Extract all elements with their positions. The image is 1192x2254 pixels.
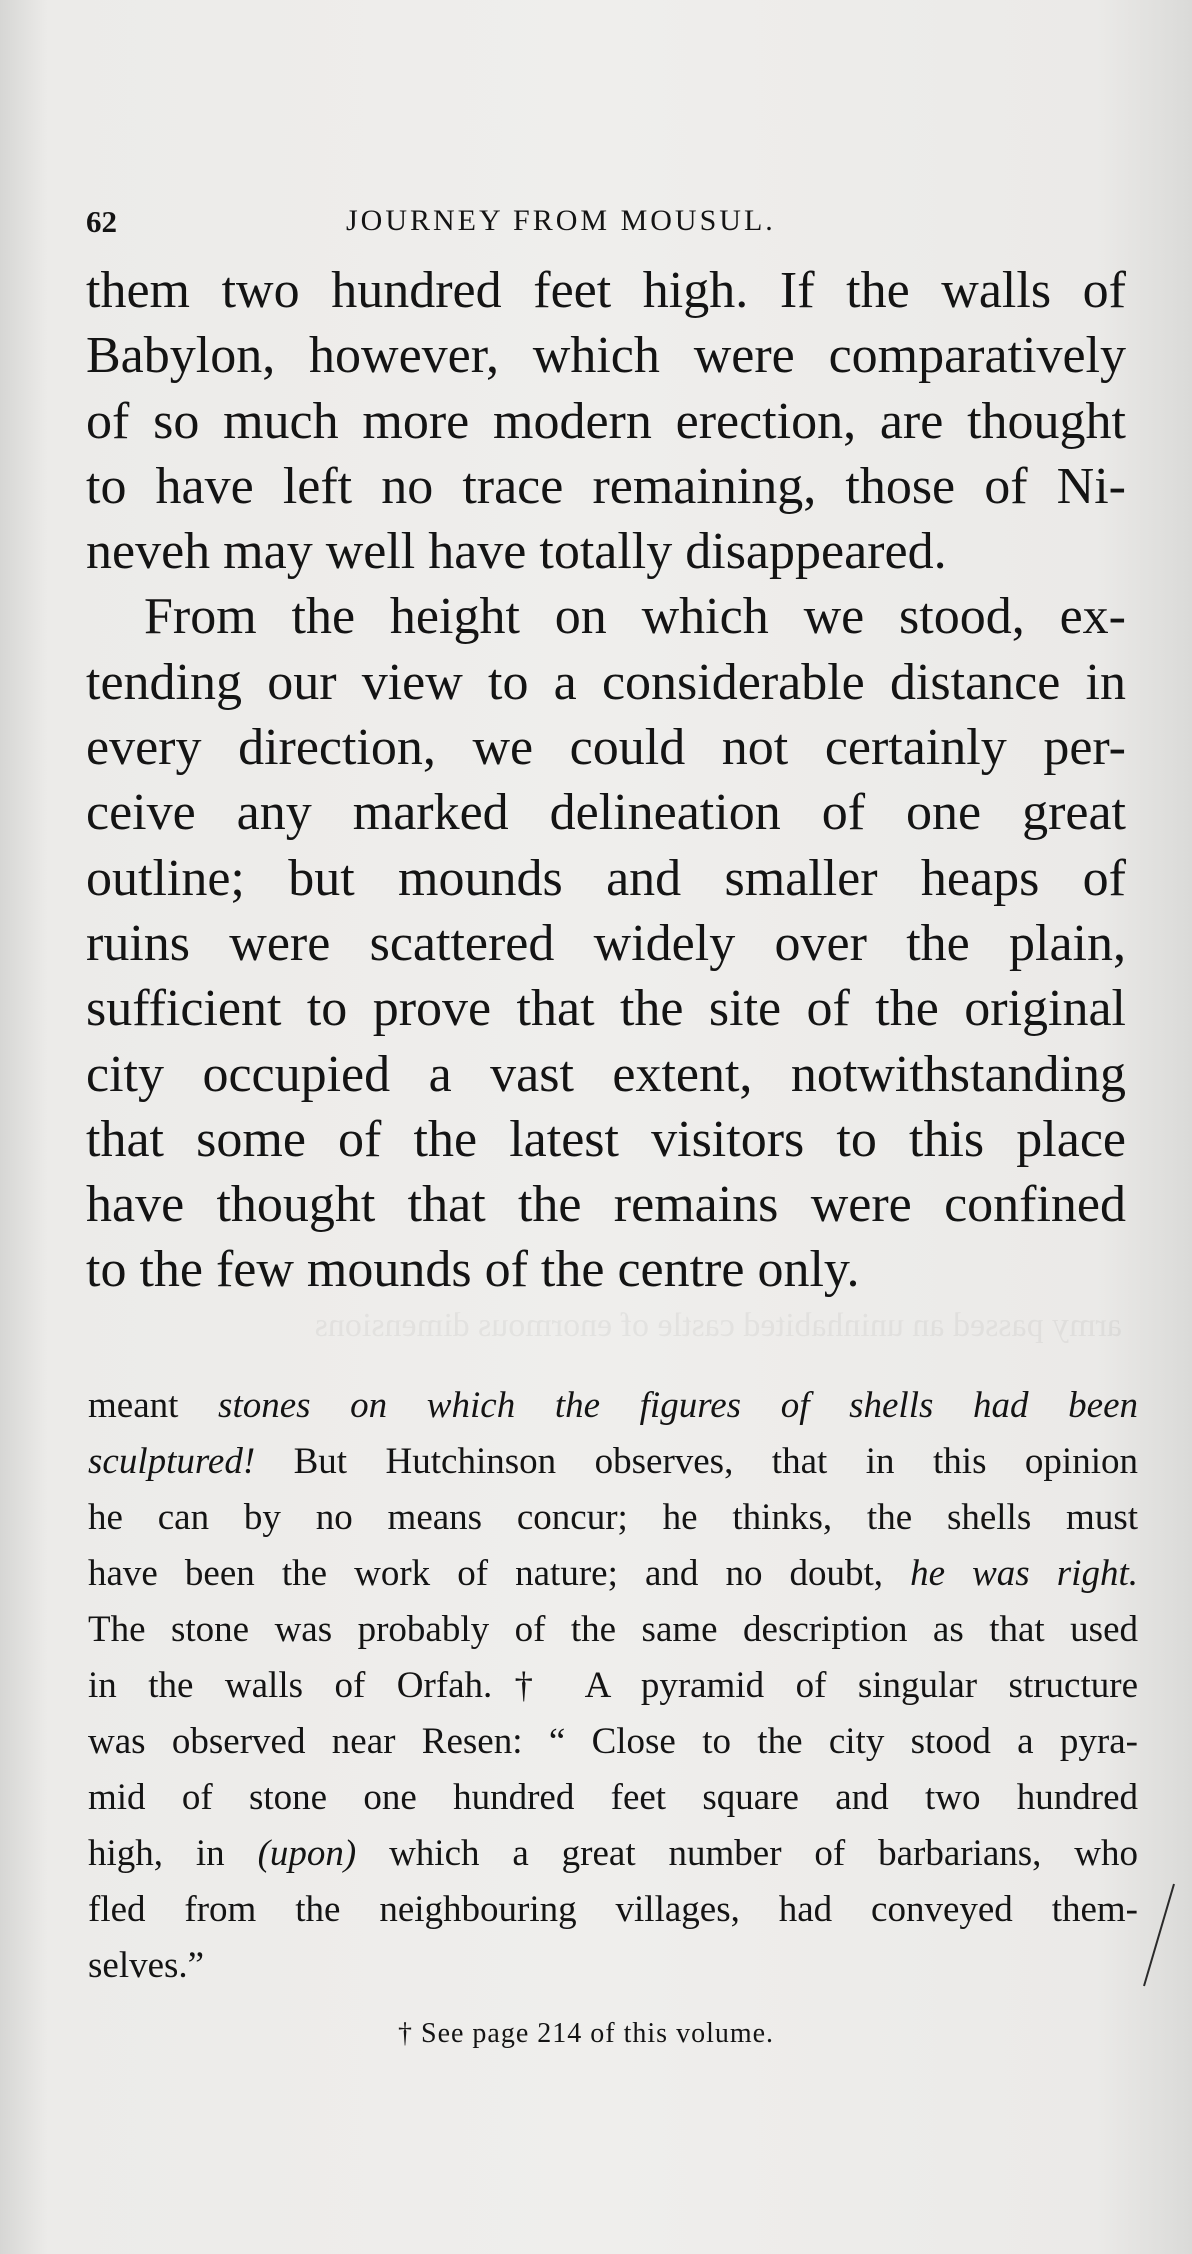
footnote-line: The stone was probably of the same description as that used — [88, 1609, 1138, 1650]
paragraph-start-line: From the height on which we stood, ex- — [144, 588, 1126, 646]
text-line: outline; but mounds and smaller heaps of — [86, 849, 1126, 907]
footnote-line: he can by no means concur; he thinks, the shells must — [88, 1497, 1138, 1538]
show-through-text: army passed an uninhabited castle of enormous dimensions — [314, 1307, 1122, 1344]
running-title: JOURNEY FROM MOUSUL. — [346, 204, 776, 237]
footnote-italic-text: sculptured! — [88, 1441, 256, 1482]
footnote-line: selves.” — [88, 1945, 205, 1986]
page-number: 62 — [86, 204, 117, 239]
text-line: sufficient to prove that the site of the original — [86, 980, 1126, 1038]
footnote-line — [88, 1826, 1138, 1882]
pencil-mark-icon — [1138, 1880, 1178, 1990]
footnote-italic-text: (upon) — [257, 1833, 357, 1874]
text-line: to the few mounds of the centre only. — [86, 1241, 860, 1299]
footnote-text: But Hutchinson observes, that in this opinion — [255, 1441, 1138, 1482]
footnote-line: was observed near Resen: “ Close to the city stood a pyra- — [88, 1721, 1138, 1762]
footnote-italic-text: he was right. — [910, 1553, 1138, 1594]
footnote-text: have been the work of nature; and no doubt, — [88, 1553, 911, 1594]
text-line: ruins were scattered widely over the plain, — [86, 914, 1126, 972]
text-line: tending our view to a considerable distance in — [86, 653, 1126, 711]
footnote-italic-text: stones on which the figures of shells had been — [218, 1385, 1138, 1426]
text-line: have thought that the remains were confined — [86, 1176, 1126, 1234]
footnote-line: in the walls of Orfah.† A pyramid of singular structure — [88, 1665, 1138, 1706]
footnote-text: which a great number of barbarians, who — [356, 1833, 1139, 1874]
footnote-line — [88, 1378, 1138, 1434]
footnote-line: mid of stone one hundred feet square and two hundred — [88, 1777, 1138, 1818]
running-head — [86, 200, 1126, 246]
footnote — [88, 1378, 1138, 1994]
text-line: to have left no trace remaining, those of Ni- — [86, 457, 1126, 515]
footnote-line: fled from the neighbouring villages, had conveyed them- — [88, 1889, 1138, 1930]
footnote-line — [88, 1546, 1138, 1602]
footnote-text: high, in — [88, 1833, 258, 1874]
text-line: that some of the latest visitors to this place — [86, 1110, 1126, 1168]
text-line: them two hundred feet high. If the walls of — [86, 262, 1126, 319]
text-line: ceive any marked delineation of one great — [86, 784, 1126, 842]
footnote-reference: † See page 214 of this volume. — [398, 2018, 775, 2049]
text-line: of so much more modern erection, are thought — [86, 392, 1126, 450]
footnote-line — [88, 1434, 1138, 1490]
text-line: neveh may well have totally disappeared. — [86, 523, 947, 581]
main-text — [86, 258, 1126, 1303]
footnote-text: meant — [88, 1385, 179, 1426]
text-line: every direction, we could not certainly per- — [86, 719, 1126, 777]
text-line: Babylon, however, which were comparatively — [86, 327, 1126, 385]
text-line: city occupied a vast extent, notwithstanding — [86, 1045, 1126, 1103]
